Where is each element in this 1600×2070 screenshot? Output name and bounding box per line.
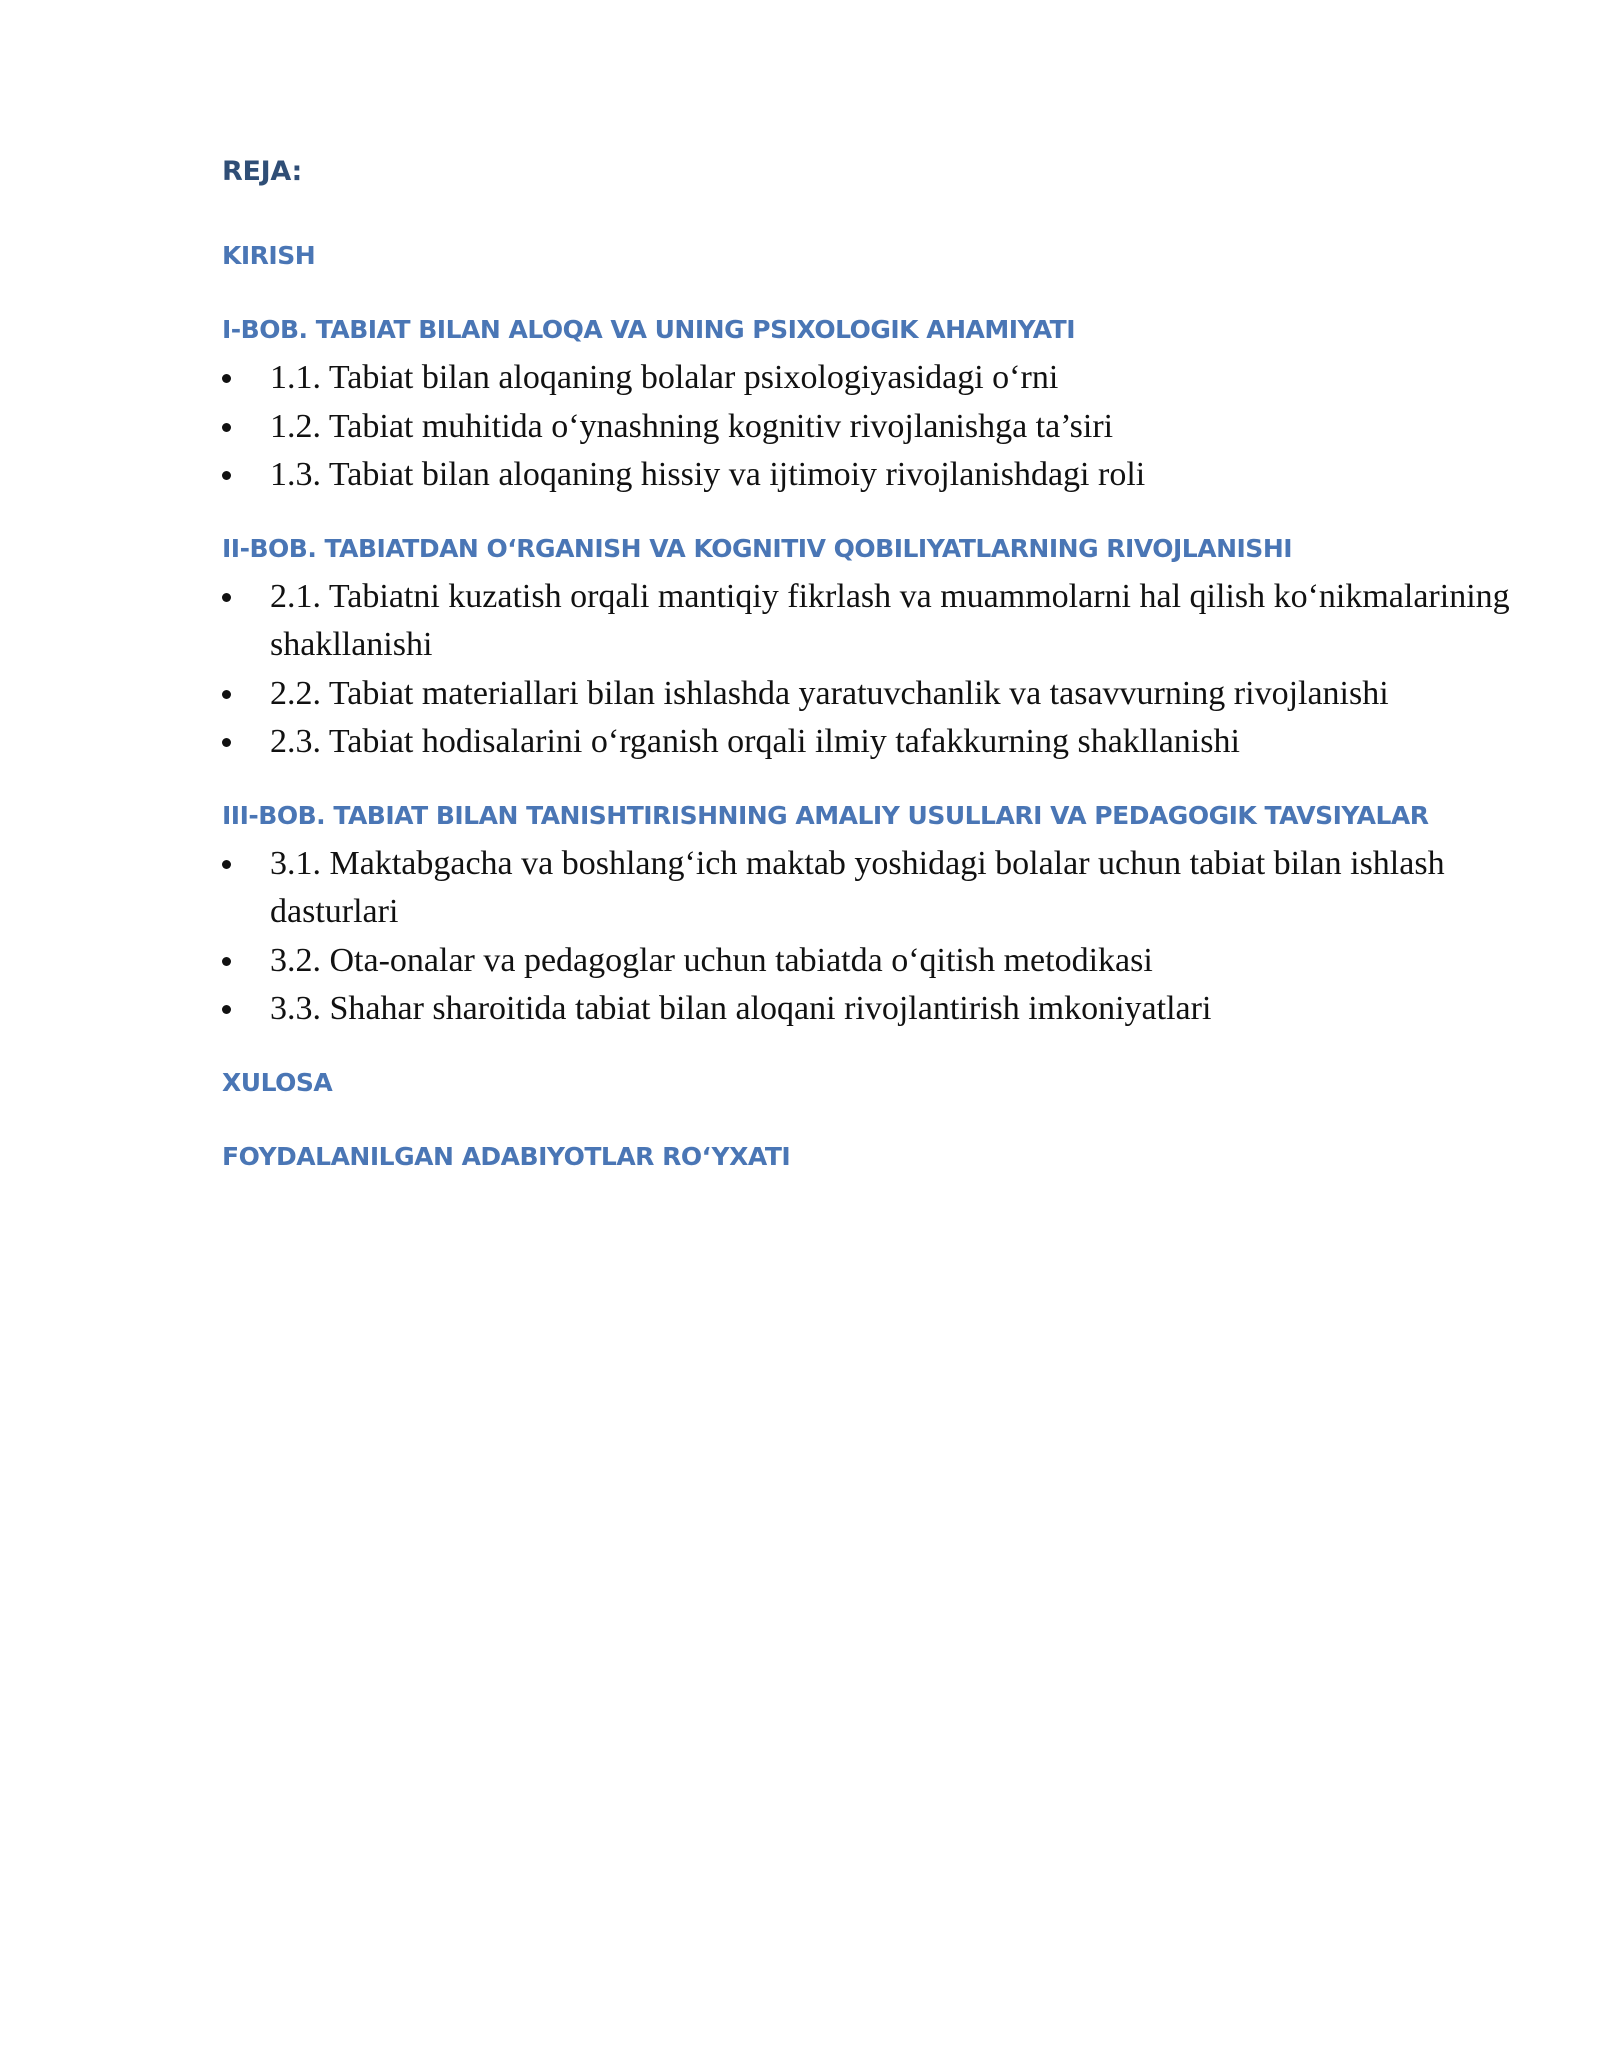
section-heading: XULOSA: [222, 1067, 333, 1097]
chapter-2-items: [222, 573, 1522, 767]
list-item-text: 3.3. Shahar sharoitida tabiat bilan aloqani rivojlantirish imkoniyatlari: [270, 990, 1212, 1027]
section-heading: I-BOB. TABIAT BILAN ALOQA VA UNING PSIXOLOGIK AHAMIYATI: [222, 315, 1076, 344]
list-item: [222, 937, 1522, 986]
section-chapter-2: [222, 525, 1522, 767]
bullet-icon: [222, 957, 231, 966]
section-heading: II-BOB. TABIATDAN O‘RGANISH VA KOGNITIV QOBILIYATLARNING RIVOJLANISHI: [222, 533, 1293, 563]
section-references: [222, 1133, 1522, 1181]
list-item: [222, 840, 1522, 937]
bullet-icon: [222, 1005, 231, 1014]
section-heading: KIRISH: [222, 241, 316, 270]
list-item-text: 1.3. Tabiat bilan aloqaning hissiy va ijtimoiy rivojlanishdagi roli: [270, 456, 1146, 493]
document-page: [222, 150, 1522, 1206]
list-item-text: 2.3. Tabiat hodisalarini o‘rganish orqali ilmiy tafakkurning shakllanishi: [270, 723, 1240, 760]
section-chapter-1: [222, 306, 1522, 500]
list-item-text: 1.2. Tabiat muhitida o‘ynashning kognitiv rivojlanishga ta’siri: [270, 407, 1114, 445]
list-item-text: 3.1. Maktabgacha va boshlang‘ich maktab yoshidagi bolalar uchun tabiat bilan ishlash dasturlari: [270, 844, 1445, 930]
list-item: [222, 354, 1522, 403]
section-conclusion: [222, 1059, 1522, 1107]
section-heading: III-BOB. TABIAT BILAN TANISHTIRISHNING AMALIY USULLARI VA PEDAGOGIK TAVSIYALAR: [222, 800, 1429, 830]
list-item: [222, 670, 1522, 719]
bullet-icon: [222, 860, 231, 869]
section-introduction: [222, 232, 1522, 280]
chapter-1-items: [222, 354, 1522, 500]
bullet-icon: [222, 471, 231, 480]
section-chapter-3: [222, 792, 1522, 1034]
list-item: [222, 403, 1522, 452]
bullet-icon: [222, 423, 231, 432]
plan-title: REJA:: [222, 156, 302, 187]
bullet-icon: [222, 738, 231, 747]
list-item-text: 1.1. Tabiat bilan aloqaning bolalar psixologiyasidagi o‘rni: [270, 359, 1059, 396]
list-item-text: 3.2. Ota-onalar va pedagoglar uchun tabiatda o‘qitish metodikasi: [270, 941, 1153, 979]
bullet-icon: [222, 374, 231, 383]
list-item: [222, 985, 1522, 1034]
list-item: [222, 573, 1522, 670]
list-item-text: 2.1. Tabiatni kuzatish orqali mantiqiy fikrlash va muammolarni hal qilish ko‘nikmalarining shakllanishi: [270, 577, 1510, 663]
bullet-icon: [222, 593, 231, 602]
chapter-3-items: [222, 840, 1522, 1034]
list-item: [222, 718, 1522, 767]
bullet-icon: [222, 690, 231, 699]
list-item-text: 2.2. Tabiat materiallari bilan ishlashda yaratuvchanlik va tasavvurning rivojlanishi: [270, 674, 1389, 712]
section-heading: FOYDALANILGAN ADABIYOTLAR RO‘YXATI: [222, 1141, 791, 1171]
list-item: [222, 451, 1522, 500]
